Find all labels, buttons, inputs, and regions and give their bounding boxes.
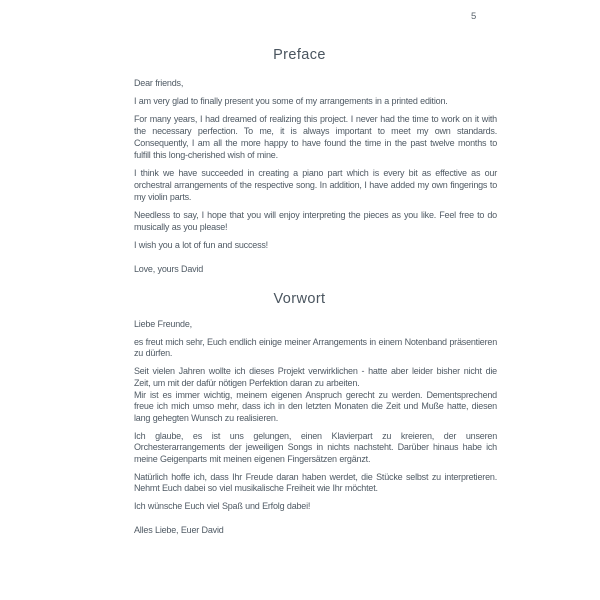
paragraph: Ich wünsche Euch viel Spaß und Erfolg dabei! [134, 501, 311, 512]
paragraph: For many years, I had dreamed of realizing this project. I never had the time to work on it with the necessary perfection. To me, it is always important to meet my own standards. Consequently, I am all the more happy to have found the time in the past twelve months to fulfill this long-cherished wish of mine. [134, 114, 497, 160]
preface-salutation: Dear friends, [134, 78, 184, 88]
paragraph: Ich glaube, es ist uns gelungen, einen Klavierpart zu kreieren, der unseren Orchesterarrangements der jeweiligen Songs in nichts nachsteht. Darüber hinaus habe ich meine Geigenparts mit meinen eigenen Fingersätzen ergänzt. [134, 430, 497, 465]
paragraph: I think we have succeeded in creating a piano part which is every bit as effective as our orchestral arrangements of the respective song. In addition, I have added my own fingerings to my violin parts. [134, 168, 497, 202]
preface-letter [134, 77, 497, 275]
vorwort-closing: Alles Liebe, Euer David [134, 524, 224, 535]
paragraph: es freut mich sehr, Euch endlich einige meiner Arrangements in einem Notenband präsentieren zu dürfen. [134, 336, 497, 359]
vorwort-salutation: Liebe Freunde, [134, 319, 192, 329]
paragraph: Natürlich hoffe ich, dass Ihr Freude daran haben werdet, die Stücke selbst zu interpretieren. Nehmt Euch dabei so viel musikalische Freiheit wie Ihr möchtet. [134, 471, 497, 494]
paragraph: I am very glad to finally present you some of my arrangements in a printed edition. [134, 96, 448, 106]
page-number: 5 [471, 11, 477, 22]
paragraph: I wish you a lot of fun and success! [134, 240, 268, 250]
paragraph: Mir ist es immer wichtig, meinem eigenen Anspruch gerecht zu werden. Dementsprechend freue ich mich umso mehr, dass ich in den letzten Monaten die Zeit und Muße hatte, diesen lang gehegten Wunsch zu realisieren. [134, 389, 497, 423]
paragraph: Needless to say, I hope that you will enjoy interpreting the pieces as you like. Feel free to do musically as you please! [134, 210, 497, 232]
preface-closing: Love, yours David [134, 264, 204, 274]
vorwort-title: Vorwort [273, 291, 326, 307]
preface-title: Preface [273, 47, 326, 63]
vorwort-letter [134, 319, 497, 537]
paragraph: Seit vielen Jahren wollte ich dieses Projekt verwirklichen - hatte aber leider bisher nicht die Zeit, um mit der dafür nötigen Perfektion daran zu arbeiten. [134, 366, 497, 388]
page-content [134, 0, 497, 537]
